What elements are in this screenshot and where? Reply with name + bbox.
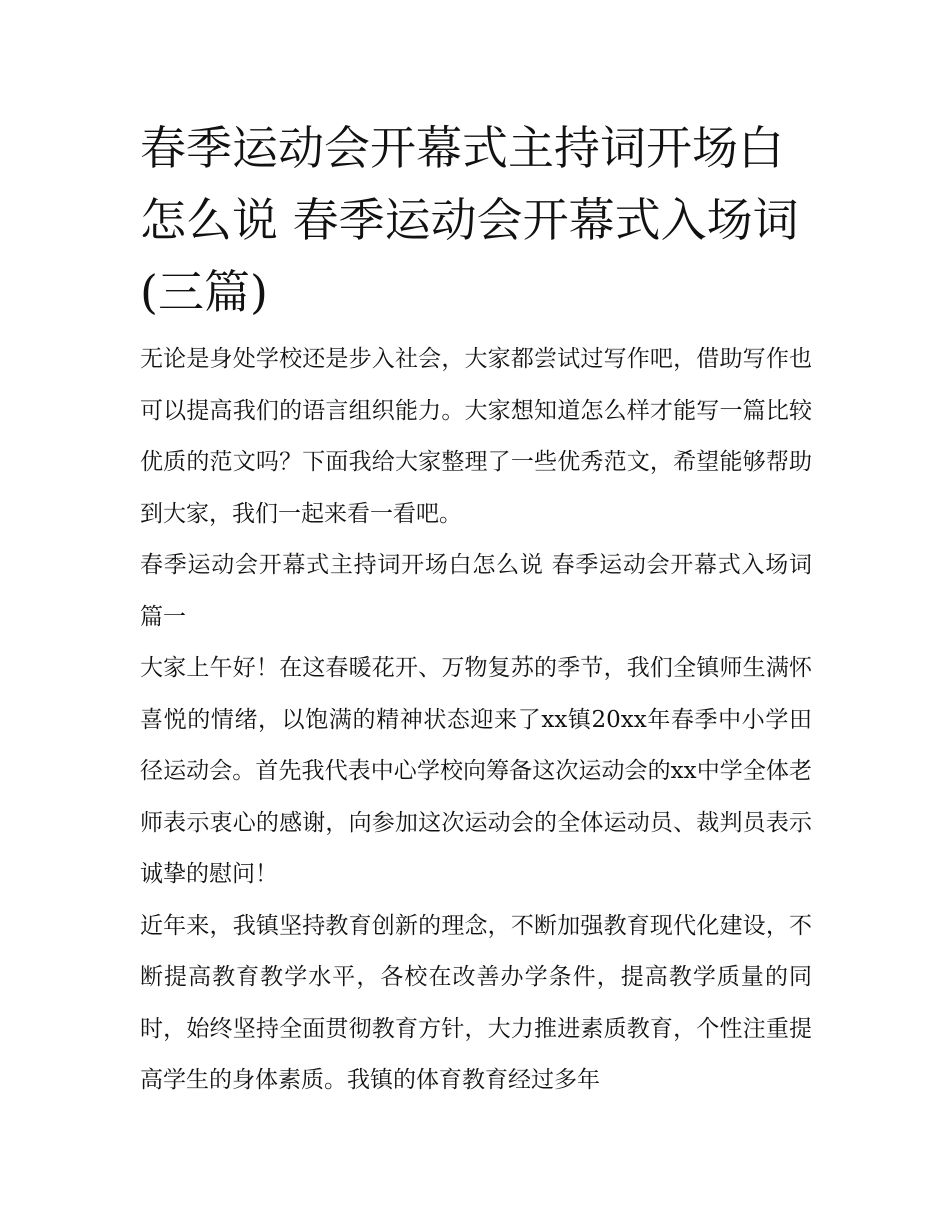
intro-paragraph: 无论是身处学校还是步入社会，大家都尝试过写作吧，借助写作也可以提高我们的语言组织能力。大家想知道怎么样才能写一篇比较优质的范文吗？下面我给大家整理了一些优秀范文，希望能够帮助到大家，我们一起来看一看吧。: [140, 346, 812, 527]
document-body: [140, 112, 812, 1107]
document-title: 春季运动会开幕式主持词开场白怎么说 春季运动会开幕式入场词(三篇): [140, 121, 799, 319]
section-heading: 春季运动会开幕式主持词开场白怎么说 春季运动会开幕式入场词篇一: [140, 552, 812, 630]
title-block: [140, 112, 812, 328]
body-paragraph-recent-years: 近年来，我镇坚持教育创新的理念，不断加强教育现代化建设，不断提高教育教学水平，各校在改善办学条件，提高教学质量的同时，始终坚持全面贯彻教育方针，大力推进素质教育，个性注重提高学生的身体素质。我镇的体育教育经过多年: [140, 912, 812, 1093]
body-paragraph-greeting: 大家上午好！在这春暖花开、万物复苏的季节，我们全镇师生满怀喜悦的情绪，以饱满的精神状态迎来了xx镇20xx年春季中小学田径运动会。首先我代表中心学校向筹备这次运动会的xx中学全体老师表示衷心的感谢，向参加这次运动会的全体运动员、裁判员表示诚挚的慰问！: [140, 655, 812, 887]
